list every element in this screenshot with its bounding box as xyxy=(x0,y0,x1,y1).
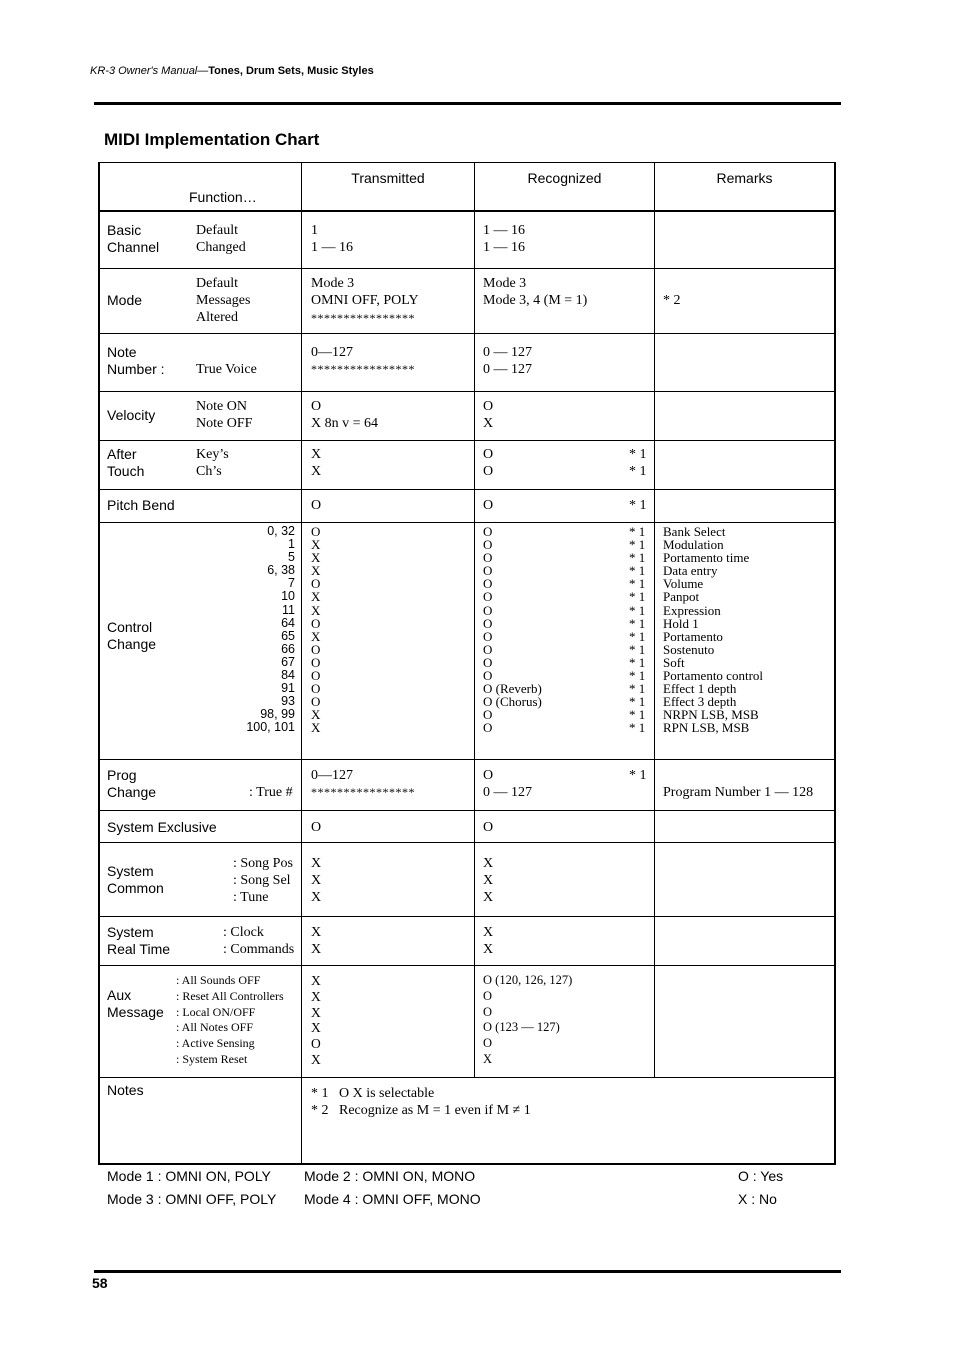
system-common-rx: X X X xyxy=(483,856,494,905)
footer-mode-4: Mode 4 : OMNI OFF, MONO xyxy=(304,1191,481,1207)
control-change-label: Control Change xyxy=(107,619,157,652)
control-change-remarks: Bank Select Modulation Portamento time Data entry Volume Panpot Expression Hold 1 Portamento Sostenuto Soft Portamento control Effect 1 depth Effect 3 depth NRPN LSB, MSB RPN LSB, MSB xyxy=(663,524,764,736)
mode-remarks: * 2 xyxy=(663,293,681,308)
pitch-bend-rx: O xyxy=(483,498,494,513)
prog-change-rx-note: * 1 xyxy=(629,768,647,783)
header-rule xyxy=(94,102,841,105)
pitch-bend-rx-note: * 1 xyxy=(629,498,647,513)
page-number: 58 xyxy=(92,1275,108,1291)
footer-mode-2: Mode 2 : OMNI ON, MONO xyxy=(304,1168,476,1184)
velocity-rx: O X xyxy=(483,399,494,431)
prog-change-label: Prog Change xyxy=(107,767,157,800)
footer-mode-1: Mode 1 : OMNI ON, POLY xyxy=(107,1168,271,1184)
after-touch-tx: X X xyxy=(311,447,322,479)
system-realtime-rx: X X xyxy=(483,925,494,957)
system-common-label: System Common xyxy=(107,863,164,896)
midi-implementation-table xyxy=(98,162,836,1164)
section-name: Tones, Drum Sets, Music Styles xyxy=(208,65,374,77)
control-change-rx-notes: * 1 * 1 * 1 * 1 * 1 * 1 * 1 * 1 * 1 * 1 * 1 * 1 * 1 * 1 * 1 * 1 xyxy=(629,524,646,736)
footer-rule xyxy=(94,1270,841,1273)
basic-channel-sub: Default Changed xyxy=(196,223,246,255)
note-number-tx-asterisks: **************** xyxy=(311,362,415,376)
system-realtime-sub: : Clock : Commands xyxy=(223,925,295,957)
basic-channel-rx: 1 — 16 1 — 16 xyxy=(483,223,525,255)
after-touch-rx-note: * 1 * 1 xyxy=(629,447,647,479)
pitch-bend-label: Pitch Bend xyxy=(107,497,175,513)
system-common-sub: : Song Pos : Song Sel : Tune xyxy=(233,856,293,905)
prog-change-sub: : True # xyxy=(249,785,293,800)
mode-tx: Mode 3 OMNI OFF, POLY xyxy=(311,276,419,308)
mode-label: Mode xyxy=(107,292,143,308)
note-number-rx: 0 — 127 0 — 127 xyxy=(483,345,532,377)
basic-channel-label: Basic Channel xyxy=(107,222,160,255)
after-touch-label: After Touch xyxy=(107,446,145,479)
notes-label: Notes xyxy=(107,1082,144,1098)
system-exclusive-rx: O xyxy=(483,820,494,835)
note-number-sub: True Voice xyxy=(196,362,257,377)
col-header-remarks: Remarks xyxy=(716,170,773,186)
footer-legend-no: X : No xyxy=(738,1191,777,1207)
velocity-tx: O X 8n v = 64 xyxy=(311,399,379,431)
control-change-tx: O X X X O X X O X O O O O O X X xyxy=(311,524,321,736)
velocity-label: Velocity xyxy=(107,407,156,423)
aux-message-rx: O (120, 126, 127) O O O (123 — 127) O X xyxy=(483,973,573,1066)
note-number-label: Note Number : xyxy=(107,344,165,377)
system-realtime-label: System Real Time xyxy=(107,924,171,957)
footer-mode-3: Mode 3 : OMNI OFF, POLY xyxy=(107,1191,277,1207)
page-title: MIDI Implementation Chart xyxy=(104,130,320,149)
mode-sub: Default Messages Altered xyxy=(196,276,251,325)
aux-message-label: Aux Message xyxy=(107,987,164,1020)
col-header-recognized: Recognized xyxy=(527,170,602,186)
aux-message-sub: : All Sounds OFF : Reset All Controllers : Local ON/OFF : All Notes OFF : Active Sensing : System Reset xyxy=(176,973,284,1066)
manual-name: KR-3 Owner's Manual— xyxy=(90,65,209,77)
note-number-tx: 0—127 xyxy=(311,345,353,360)
velocity-sub: Note ON Note OFF xyxy=(196,399,253,431)
system-exclusive-label: System Exclusive xyxy=(107,819,217,835)
after-touch-sub: Key’s Ch’s xyxy=(196,447,229,479)
control-change-rx: O O O O O O O O O O O O O (Reverb) O (Chorus) O O xyxy=(483,524,542,736)
aux-message-tx: X X X X O X xyxy=(311,973,321,1067)
prog-change-tx-asterisks: **************** xyxy=(311,785,415,799)
col-header-function: Function… xyxy=(189,189,257,205)
footer-legend-yes: O : Yes xyxy=(738,1168,784,1184)
system-exclusive-tx: O xyxy=(311,820,322,835)
control-change-numbers: 0, 32 1 5 6, 38 7 10 11 64 65 66 67 84 91 93 98, 99 100, 101 xyxy=(246,524,295,735)
basic-channel-tx: 1 1 — 16 xyxy=(311,223,353,255)
after-touch-rx: O O xyxy=(483,447,494,479)
col-header-transmitted: Transmitted xyxy=(351,170,425,186)
notes-text: * 1 O X is selectable * 2 Recognize as M = 1 even if M ≠ 1 xyxy=(311,1086,531,1118)
mode-tx-asterisks: **************** xyxy=(311,311,415,325)
running-header xyxy=(90,65,374,77)
prog-change-rx: O 0 — 127 xyxy=(483,768,532,800)
mode-rx: Mode 3 Mode 3, 4 (M = 1) xyxy=(483,276,588,308)
system-common-tx: X X X xyxy=(311,856,322,905)
prog-change-remarks: Program Number 1 — 128 xyxy=(663,785,814,800)
system-realtime-tx: X X xyxy=(311,925,322,957)
pitch-bend-tx: O xyxy=(311,498,322,513)
prog-change-tx: 0—127 xyxy=(311,768,353,783)
